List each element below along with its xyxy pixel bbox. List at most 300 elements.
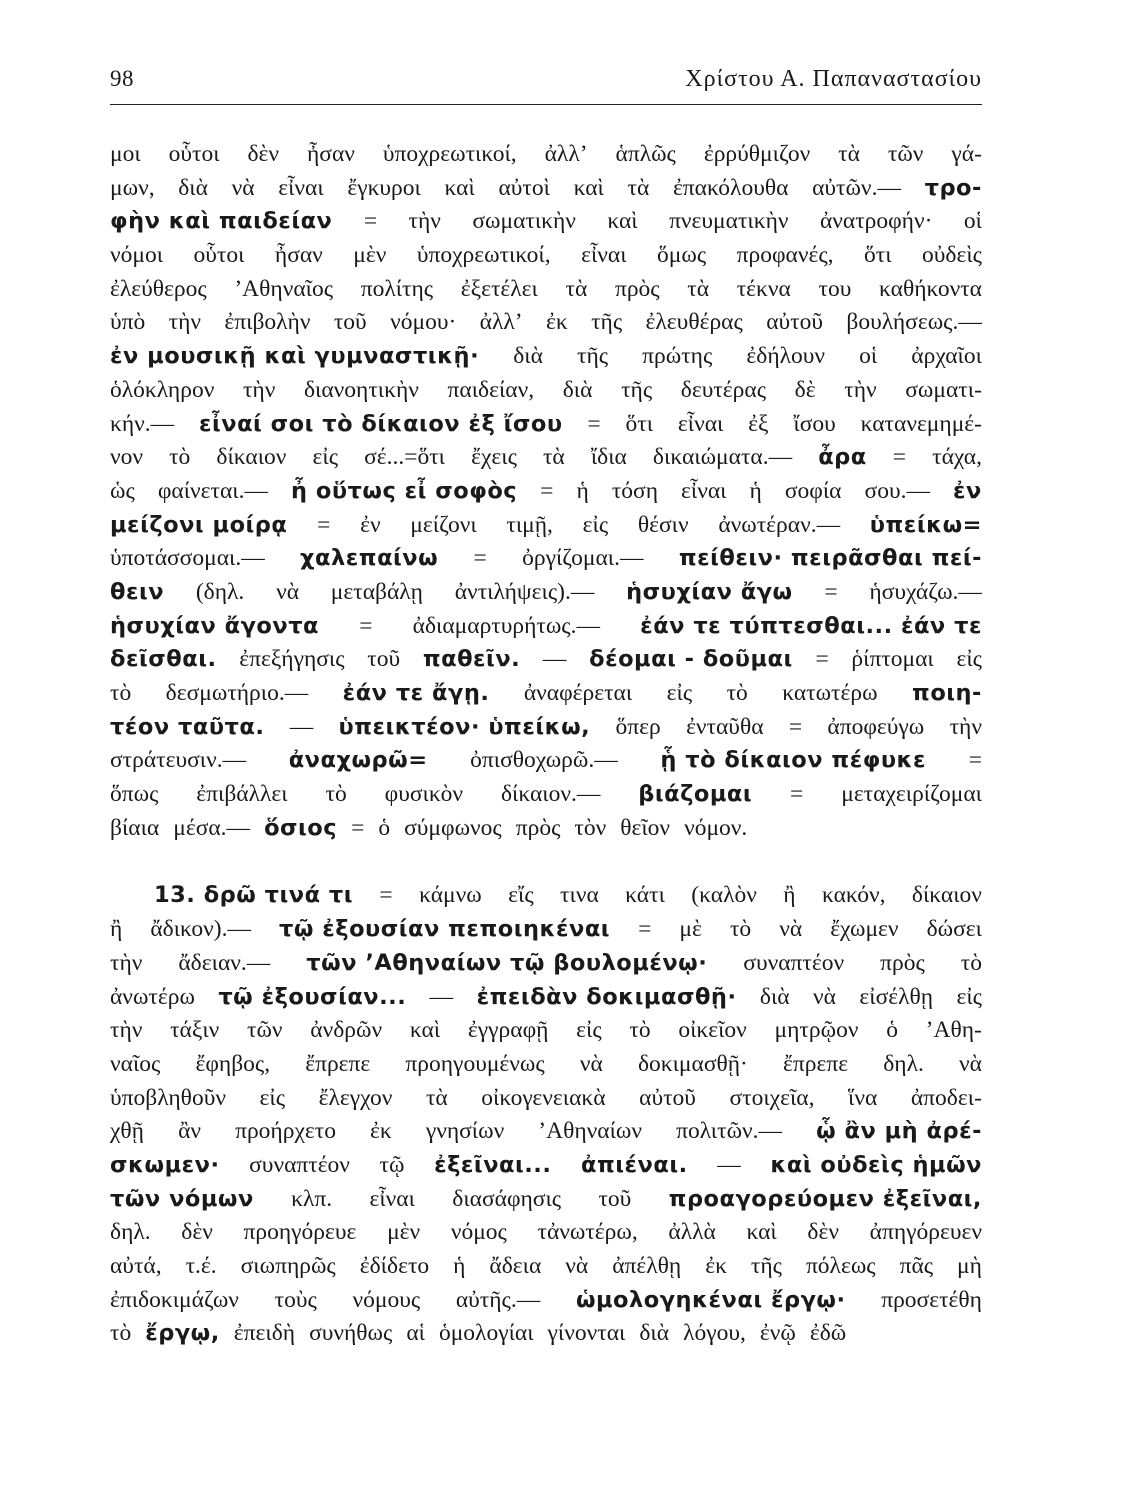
word: προσετέθη [881,1286,982,1313]
word: τὸ [325,781,347,808]
bold-term: ἐπειδὰν δοκιμασθῇ· [476,983,737,1010]
word: νὰ [231,174,255,201]
bold-term: βιάζομαι [638,781,753,808]
word: εἰς [956,646,982,673]
word: ἔχωμεν [830,916,899,943]
word: τὴν [242,376,276,403]
word: νόμον. [684,814,748,841]
word: πνευματικὴν [669,208,789,235]
word: ὑποχρεωτικοί, [382,141,517,167]
word: εἰς [576,1017,602,1044]
bold-term: ὑπεικτέον· ὑπείκω, [338,713,591,740]
bold-term: τῷ ἐξουσίαν... [218,983,407,1010]
word: μείζονι [410,511,477,538]
text-line [110,242,982,276]
word: τοὺς [274,1286,317,1313]
word: ἀντιλήψεις).— [454,578,595,605]
word: καθήκοντα [879,275,982,302]
word: κακόν, [821,882,886,909]
word: (δηλ. [195,578,245,605]
word: πρώτης [642,343,713,370]
word: ἄδεια [489,1253,542,1279]
text-line [110,1051,982,1085]
bold-term: παθεῖν. [422,646,521,673]
word: ἐλευθέρας [645,309,743,336]
word: διὰ [562,376,593,403]
word: νὰ [579,1050,603,1077]
word: τὰ [542,444,565,471]
word: εἰς [666,680,693,706]
word: δὲν [807,1219,839,1246]
word: νόμου· [390,309,457,336]
bold-term: δεῖσθαι. [110,646,217,673]
word: νὰ [779,916,803,943]
bold-term: ἐάν τε τύπτεσθαι... ἐάν τε [640,612,982,639]
word: — [542,646,567,673]
word: ἐξετέλει [460,275,538,302]
word: εἴς [508,882,534,909]
word: δὲν [181,1219,213,1246]
word: εἶναι [581,242,627,269]
word: λόγου, [683,1320,746,1347]
word: ἐδῶ [809,1320,847,1347]
word: γά- [951,141,982,167]
word: ἀρχαῖοι [911,343,982,370]
text-line [110,714,982,748]
bold-term: ᾧ ἂν μὴ ἀρέ- [816,1118,982,1145]
word: ἀναφέρεται [523,680,633,706]
word: σοφία [784,477,842,504]
word: βουλήσεως.— [846,309,982,336]
word: = [892,444,907,471]
word: ἴσου [793,410,836,437]
word: (καλὸν [691,882,757,909]
word: τὸ [110,1320,132,1347]
bold-term: χαλεπαίνω [300,545,439,572]
word: δώσει [926,916,982,943]
word: αὐτοῦ [766,309,823,336]
word: ὁμολογίαι [438,1320,534,1347]
word: τῷ [379,1151,405,1178]
word: διὰ [178,174,208,201]
word: = [638,916,652,943]
text-line [110,916,982,950]
word: στοιχεῖα, [729,1084,815,1111]
bold-term: καὶ οὐδεὶς ἡμῶν [770,1151,982,1178]
paragraph-commentary [110,141,982,848]
text-line [110,444,982,478]
word: ἢ [110,916,123,943]
text-line [110,377,982,411]
word: ἴδια [590,444,627,471]
word: ἀνδρῶν [310,1017,383,1044]
word: οἰκογενειακὰ [481,1084,606,1111]
bold-term: εἶναί σοι τὸ δίκαιον ἐξ ἴσου [198,410,563,437]
word: αὐτοῦ [639,1084,696,1111]
word: ὁ [886,1017,898,1044]
word: μεταχειρίζομαι [841,781,982,808]
text-line [110,1287,982,1321]
text-line [110,1152,982,1186]
word: ἀποδει- [910,1084,982,1111]
word: προήρχετο [235,1118,336,1145]
word: — [429,983,454,1010]
word: μὴ [957,1253,982,1279]
word: ὀργίζομαι.— [522,545,644,572]
text-line [110,1118,982,1152]
text-line [110,1320,982,1354]
word: κάτι [625,882,665,909]
text-line [110,309,982,343]
bold-term: ὅσιος [264,814,338,841]
word: ἀπηγόρευεν [869,1219,982,1246]
word: ἡσυχάζω.— [869,578,982,605]
word: τοῦ [367,646,401,673]
word: τὴν [949,713,982,740]
word: ἐπειδὴ [233,1320,296,1347]
word: στράτευσιν.— [110,747,247,774]
word: ἔχεις [471,444,517,471]
word: παιδείαν, [447,376,535,403]
word: = [359,612,373,639]
word: = [587,410,601,437]
word: ὀπισθοχωρῶ.— [470,747,618,774]
word: ἐπιβάλλει [196,781,288,808]
word: οὐδεὶς [922,242,982,269]
word: μων, [110,174,155,201]
word: = [968,747,982,774]
word: τὸ [169,444,191,471]
word: διανοητικὴν [303,376,419,403]
word: τὸ [726,680,748,706]
word: δηλ. [883,1050,924,1077]
word: φυσικὸν [384,781,464,808]
text-line [110,512,982,546]
word: τάξιν [170,1017,220,1044]
word: ἀλλ’ [479,309,523,336]
word: τὴν [844,376,877,403]
word: τέκνα [736,275,791,302]
word: διὰ [639,1320,670,1347]
word: εἰς [582,511,609,538]
word: ἐγγραφῇ [467,1017,549,1044]
word: ἂν [178,1118,202,1145]
word: νὰ [276,578,300,605]
bold-term: προαγορεύομεν ἐξεῖναι, [668,1185,982,1212]
bold-term: ἦ οὕτως εἶ σοφὸς [291,477,518,504]
word: ἐλεύθερος [110,275,207,302]
word: τὸ [629,1017,651,1044]
word: τάχα, [932,444,982,471]
word: οἱ [859,343,878,370]
word: ’Αθη- [925,1017,982,1044]
text-line [110,781,982,815]
bold-term: τρο- [924,174,982,201]
bold-term: ἡσυχίαν ἄγω [626,578,793,605]
text-line [110,276,982,310]
word: ὑποχρεωτικοί, [416,242,551,269]
word: τῶν [887,141,924,167]
text-line [110,984,982,1018]
word: καὶ [746,1219,777,1246]
text-line [110,478,982,512]
page-number: 98 [110,66,134,91]
word: κήν.— [110,410,175,437]
word: ἀλλ’ [544,141,588,167]
word: νόμος [450,1219,507,1246]
word: πρὸς [880,949,925,976]
word: ἵνα [848,1084,878,1111]
word: κάμνω [419,882,482,909]
word: καὶ [573,174,604,201]
word: ἀδιαμαρτυρήτως.— [412,612,600,639]
text-line [110,343,982,377]
word: συναπτέον [249,1151,350,1178]
word: προηγουμένως [405,1050,545,1077]
word: ἐπιβολὴν [224,309,311,336]
body-text [110,141,982,1354]
word: εἰς [956,983,982,1010]
bold-term: φὴν καὶ παιδείαν [110,208,333,235]
bold-term: ᾗ τὸ δίκαιον πέφυκε [660,747,927,774]
word: οἱ [963,208,982,235]
word: τὴν [110,1017,143,1044]
word: ἔπρεπε [305,1050,371,1077]
word: πόλεως [805,1253,876,1279]
word: δὲν [247,141,280,167]
word: γίνονται [547,1320,626,1347]
word: συνήθως [309,1320,393,1347]
word: μὲ [679,916,702,943]
word: κατωτέρω [782,680,878,706]
word: σέ...=ὅτι [364,444,446,471]
bold-term: σκωμεν· [110,1151,220,1178]
word: δίκαιον [911,882,982,909]
text-line [110,882,982,916]
word: τὴν [110,949,143,976]
word: τὸ [729,916,752,943]
word: γνησίων [425,1118,505,1145]
word: ἀνωτέρω [110,983,195,1010]
word: εἰς [312,444,338,471]
word: = [824,578,838,605]
word: σιωπηρῶς [240,1253,336,1279]
text-line [110,613,982,647]
bold-term: ἀναχωρῶ= [288,747,428,774]
bold-term: μείζονι μοίρᾳ [110,511,288,538]
bold-term: πείθειν· πειρᾶσθαι πεί- [678,545,982,572]
word: σωματικὴν [472,208,576,235]
word: μέσα.— [173,814,251,841]
bold-term: ὑπείκω= [869,511,982,538]
word: ἢ [783,882,796,909]
word: ἀποφεύγω [827,713,925,740]
word: ἡ [749,477,762,504]
word: τιμῇ, [506,511,553,538]
bold-term: ἔργῳ, [145,1320,220,1347]
word: τὰ [565,275,588,302]
word: ἄδειαν.— [178,949,271,976]
word: ὁ [378,814,391,841]
word: τὴν [408,208,441,235]
word: του [818,275,852,302]
word: ἦσαν [274,242,323,269]
word: φαίνεται.— [157,477,268,504]
word: νόμους [352,1286,421,1313]
word: μὲν [353,242,387,269]
word: ἐρρύθμιζον [703,141,811,167]
word: μοι [110,141,141,167]
word: ἐξ [748,410,769,437]
word: τὰ [838,141,860,167]
word: ἄδικον).— [150,916,251,943]
word: = [815,646,829,673]
word: τὰ [627,174,650,201]
word: μητρῷον [774,1017,859,1044]
word: τὰ [425,1084,448,1111]
word: ἐπεξήγησις [239,646,345,673]
word: ὅπως [110,781,159,808]
word: τἀνωτέρω, [537,1219,638,1246]
word: εἰς [259,1084,286,1111]
text-line [110,411,982,445]
word: τινα [560,882,599,909]
word: — [289,713,314,740]
word: τὰ [687,275,710,302]
bold-term: τῶν νόμων [110,1185,254,1212]
word: πᾶς [899,1253,934,1279]
text-line [110,175,982,209]
word: νὰ [959,1050,982,1077]
word: πρὸς [614,275,660,302]
bold-term: ἡσυχίαν ἄγοντα [110,612,320,639]
word: ἐκ [370,1118,392,1145]
word: = [790,781,804,808]
word: ἡ [453,1253,466,1279]
word: καὶ [444,174,475,201]
word: ἀνωτέραν.— [718,511,841,538]
word: ὅτι [625,410,654,437]
word: ὅμως [657,242,707,269]
word: τὴν [168,309,201,336]
word: τῆς [750,1253,782,1279]
word: νὰ [813,983,836,1010]
word: ναῖος [110,1050,161,1077]
bold-term: ἐν [953,477,982,504]
word: ἔπρεπε [783,1050,849,1077]
word: οἰκεῖον [678,1017,747,1044]
bold-term: ἀπιέναι. [581,1151,688,1178]
word: τῆς [577,343,609,370]
word: ῥίπτομαι [851,646,934,673]
word: ἔφηβος, [195,1050,271,1077]
word: τῆς [591,309,623,336]
bold-term: τῶν ’Αθηναίων τῷ βουλομένῳ· [306,949,708,976]
word: ὁλόκληρον [110,376,215,403]
word: δίκαιον [216,444,287,471]
word: μὲν [387,1219,421,1246]
word: ὅπερ [615,713,661,740]
word: αὐτῶν.— [812,174,901,201]
word: οὗτοι [168,141,220,167]
bold-term: ἆρα [818,444,867,471]
word: ἐκ [546,309,568,336]
bold-term: τῷ ἐξουσίαν πεποιηκέναι [279,916,611,943]
word: δίκαιον.— [500,781,601,808]
word: διασάφησις [452,1185,562,1212]
word: = [473,545,487,572]
word: δηλ. [110,1219,151,1246]
bold-term: τέον ταῦτα. [110,713,265,740]
text-line [110,646,982,680]
word: βίαια [110,814,160,841]
word: ἀπέλθῃ [612,1253,682,1279]
word: τὸ [110,680,132,706]
bold-term: ὡμολογηκέναι ἔργῳ· [575,1286,846,1313]
word: ἐκ [705,1253,727,1279]
word: νόμοι [110,242,164,269]
word: κατανεμημέ- [860,410,982,437]
word: δικαιώματα.— [652,444,793,471]
word: σύμφωνος [404,814,502,841]
word: σωματι- [905,376,982,403]
word: προφανές, [736,242,834,269]
word: ἐνταῦθα [686,713,764,740]
word: πολιτῶν.— [676,1118,783,1145]
word: πρὸς [515,814,561,841]
word: θέσιν [637,511,689,538]
word: ἔλεγχον [318,1084,393,1111]
word: = [363,208,378,235]
word: ἐπακόλουθα [672,174,789,201]
word: εἰσέλθῃ [859,983,934,1010]
word: αὐτοὶ [498,174,550,201]
word: διὰ [759,983,790,1010]
bold-term: ἐάν τε ἄγῃ. [342,680,490,706]
text-line [110,1253,982,1287]
page [110,60,982,1354]
word: χθῇ [110,1118,144,1145]
word: = [788,713,803,740]
word: κλπ. [291,1185,333,1212]
running-header [110,60,982,105]
word: αὐτῆς.— [455,1286,541,1313]
word: ὡς [110,477,135,504]
word: ἐδήλουν [746,343,826,370]
word: καὶ [409,1017,441,1044]
word: ἁπλῶς [615,141,676,167]
word: τῶν [247,1017,283,1044]
word: πολίτης [360,275,434,302]
word: ἔγκυροι [347,174,421,201]
word: ἀλλὰ [668,1219,716,1246]
word: συναπτέον [743,949,845,976]
bold-term: 13. δρῶ τινά τι [154,882,354,909]
word: ἐνῷ [759,1320,796,1347]
word: δοκιμασθῇ· [637,1050,748,1077]
word: ἐδίδετο [359,1253,430,1279]
text-line [110,1085,982,1119]
word: τὸν [574,814,607,841]
text-line [110,815,982,849]
bold-term: ἐξεῖναι... [434,1151,552,1178]
word: τὸ [960,949,982,976]
text-line [110,950,982,984]
word: θεῖον [620,814,671,841]
text-line [110,208,982,242]
bold-term: θειν [110,578,165,605]
word: προηγόρευε [243,1219,357,1246]
